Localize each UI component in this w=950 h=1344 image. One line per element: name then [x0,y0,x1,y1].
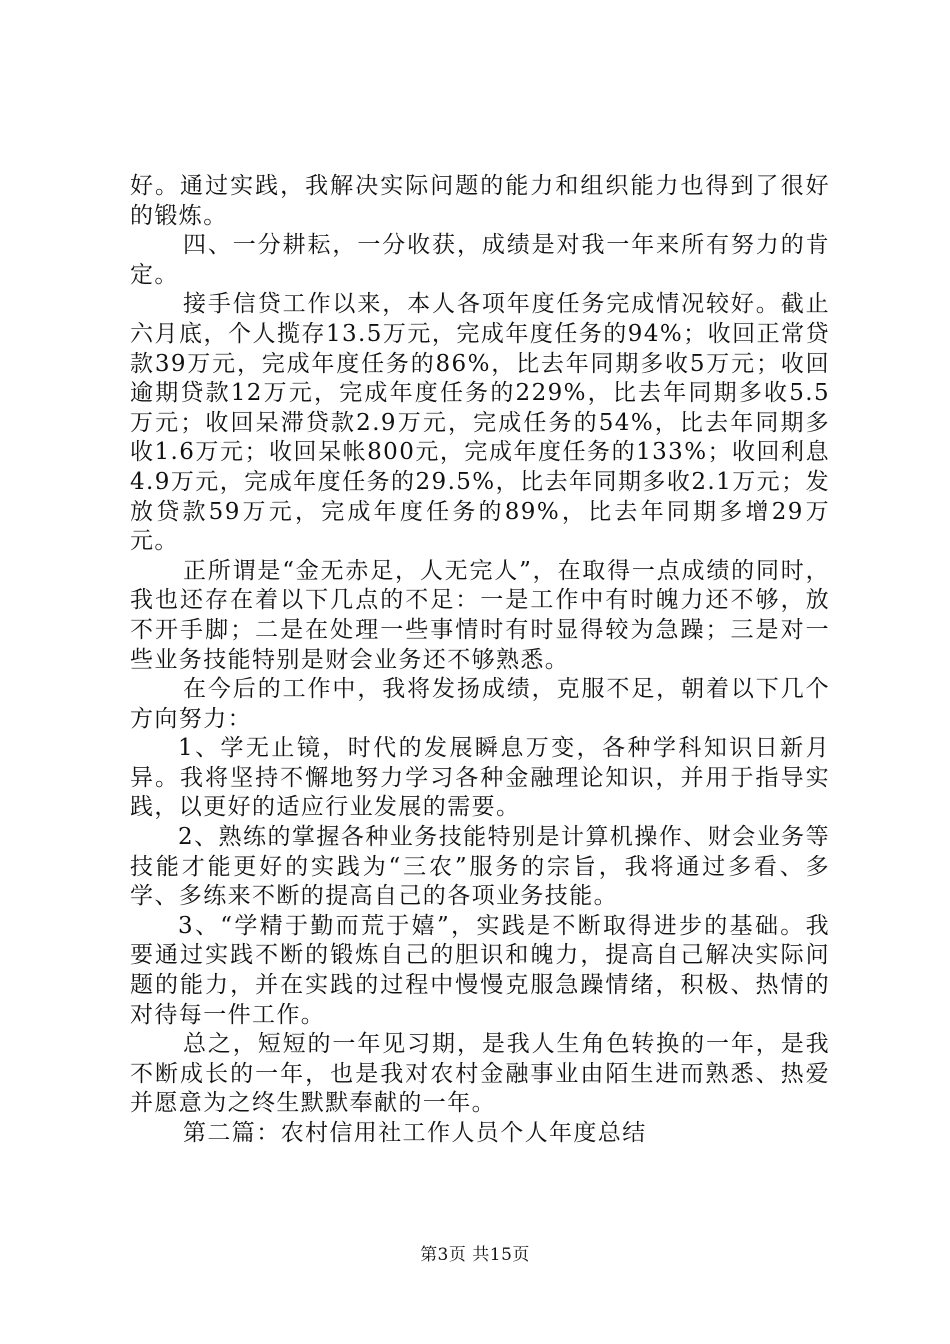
document-body [130,172,830,1149]
paragraph-point-three: 3、“学精于勤而荒于嬉”，实践是不断取得进步的基础。我要通过实践不断的锻炼自己的胆识和魄力，提高自己解决实际问题的能力，并在实践的过程中慢慢克服急躁情绪，积极、热情的对待每一件工作。 [130,912,830,1028]
paragraph-conclusion: 总之，短短的一年见习期，是我人生角色转换的一年，是我不断成长的一年，也是我对农村金融事业由陌生进而熟悉、热爱并愿意为之终生默默奉献的一年。 [130,1031,830,1117]
paragraph-task-completion: 接手信贷工作以来，本人各项年度任务完成情况较好。截止六月底，个人揽存13.5万元，完成年度任务的94%；收回正常贷款39万元，完成年度任务的86%，比去年同期多收5万元；收回逾期贷款12万元，完成年度任务的229%，比去年同期多收5.5万元；收回呆滞贷款2.9万元，完成任务的54%，比去年同期多收1.6万元；收回呆帐800元，完成年度任务的133%；收回利息4.9万元，完成年度任务的29.5%，比去年同期多收2.1万元；发放贷款59万元，完成年度任务的89%，比去年同期多增29万元。 [130,291,830,555]
paragraph-future-intro: 在今后的工作中，我将发扬成绩，克服不足，朝着以下几个方向努力： [130,676,830,732]
paragraph-second-article-title: 第二篇：农村信用社工作人员个人年度总结 [183,1120,647,1146]
paragraph-point-one: 1、学无止镜，时代的发展瞬息万变，各种学科知识日新月异。我将坚持不懈地努力学习各种金融理论知识，并用于指导实践，以更好的适应行业发展的需要。 [130,735,830,821]
paragraph-section-four-heading: 四、一分耕耘，一分收获，成绩是对我一年来所有努力的肯定。 [130,232,830,288]
page-number-footer: 第3页 共15页 [420,1245,530,1265]
paragraph-continuation: 好。通过实践，我解决实际问题的能力和组织能力也得到了很好的锻炼。 [130,173,830,229]
paragraph-shortcomings: 正所谓是“金无赤足，人无完人”，在取得一点成绩的同时，我也还存在着以下几点的不足：一是工作中有时魄力还不够，放不开手脚；二是在处理一些事情时有时显得较为急躁；三是对一些业务技能特别是财会业务还不够熟悉。 [130,557,830,673]
paragraph-point-two: 2、熟练的掌握各种业务技能特别是计算机操作、财会业务等技能才能更好的实践为“三农”服务的宗旨，我将通过多看、多学、多练来不断的提高自己的各项业务技能。 [130,824,830,910]
